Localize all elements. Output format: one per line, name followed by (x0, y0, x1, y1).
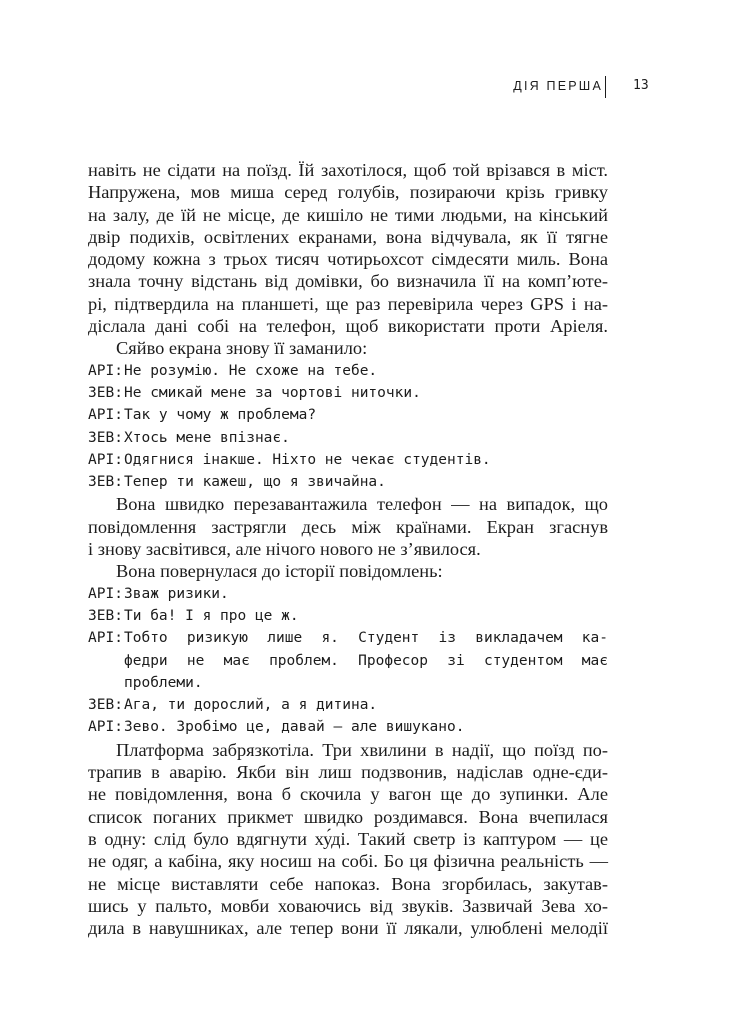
text-line: повідомлення застрягли десь між країнами. Екран згаснув (88, 516, 608, 537)
dialogue-speaker: АРІ: (88, 719, 123, 736)
dialogue-text: Ти ба! І я про це ж. (124, 607, 299, 624)
dialogue-text: проблеми. (124, 674, 203, 691)
dialogue-line (88, 605, 608, 627)
dialogue-line (88, 694, 608, 716)
dialogue-speaker: АРІ: (88, 451, 123, 468)
text-line: шись у пальто, мовби ховаючись від звуків. Зазвичай Зева хо- (88, 895, 608, 916)
dialogue-speaker: АРІ: (88, 630, 123, 647)
text-line: Напружена, мов миша серед голубів, позираючи крізь гривку (88, 182, 608, 203)
dialogue-line (88, 716, 608, 738)
dialogue-line (88, 583, 608, 605)
text-line: на залу, де їй не місце, де кишіло не тими людьми, на кінський (88, 204, 608, 225)
dialogue-text: Не розумію. Не схоже на тебе. (124, 362, 378, 379)
dialogue-speaker: ЗЕВ: (88, 607, 123, 624)
text-line: діслала дані собі на телефон, щоб використати проти Аріеля. (88, 316, 608, 337)
dialogue-line (88, 650, 608, 672)
dialogue-line (88, 672, 608, 694)
running-head (0, 78, 731, 98)
dialogue-speaker: ЗЕВ: (88, 384, 123, 401)
dialogue-text: Зваж ризики. (124, 585, 229, 602)
running-head-title: ДІЯ ПЕРША (513, 79, 603, 93)
dialogue-line (88, 627, 608, 649)
text-line: список поганих прикмет швидко роздимався. Вона вчепилася (88, 806, 608, 827)
dialogue-text: Зево. Зробімо це, давай — але вишукано. (124, 719, 465, 736)
dialogue-speaker: ЗЕВ: (88, 697, 123, 714)
text-line: дила в навушниках, але тепер вони її лякали, улюблені мелодії (88, 918, 608, 939)
text-line: не повідомлення, вона б скочила у вагон ще до зупинки. Але (88, 784, 608, 805)
page-number: 13 (633, 78, 649, 93)
text-line: Вона швидко перезавантажила телефон — на випадок, що (116, 494, 608, 515)
text-line: Платформа забрязкотіла. Три хвилини в надії, що поїзд по- (116, 739, 608, 760)
dialogue-text: Не смикай мене за чортові ниточки. (124, 384, 421, 401)
dialogue-speaker: АРІ: (88, 362, 123, 379)
dialogue-speaker: ЗЕВ: (88, 474, 123, 491)
dialogue-text: Так у чому ж проблема? (124, 407, 317, 424)
dialogue-line (88, 449, 608, 471)
text-line: додому кожна з трьох тисяч чотирьохсот сімдесяти миль. Вона (88, 249, 608, 270)
dialogue-line (88, 360, 608, 382)
text-line: двір подихів, освітлених екранами, вона відчувала, як її тягне (88, 226, 608, 247)
text-line: в одну: слід було вдягнути ху́ді. Такий светр із каптуром — це (88, 828, 608, 849)
text-line: Сяйво екрана знову її заманило: (116, 338, 368, 359)
dialogue-speaker: АРІ: (88, 585, 123, 602)
text-line: рі, підтвердила на планшеті, ще раз перевірила через GPS і на- (88, 293, 608, 314)
text-line: не місце виставляти себе напоказ. Вона згорбилась, закутав- (88, 873, 608, 894)
running-head-divider (605, 76, 606, 98)
dialogue-text: Хтось мене впізнає. (124, 429, 290, 446)
dialogue-line (88, 427, 608, 449)
dialogue-line (88, 382, 608, 404)
text-line: знала точну відстань від домівки, бо визначила її на комп’юте- (88, 271, 608, 292)
dialogue-text: Тобто ризикую лише я. Студент із викладачем ка- (124, 630, 608, 647)
text-line: трапив в аварію. Якби він лиш подзвонив, надіслав одне-єди- (88, 762, 608, 783)
dialogue-speaker: ЗЕВ: (88, 429, 123, 446)
text-line: Вона повернулася до історії повідомлень: (116, 561, 443, 582)
dialogue-speaker: АРІ: (88, 407, 123, 424)
text-line: не одяг, а кабіна, яку носиш на собі. Бо ця фізична реальність — (88, 851, 608, 872)
dialogue-line (88, 404, 608, 426)
text-line: і знову засвітився, але нічого нового не з’явилося. (88, 539, 481, 560)
dialogue-line (88, 471, 608, 493)
text-line: навіть не сідати на поїзд. Їй захотілося, щоб той врізався в міст. (88, 160, 608, 180)
dialogue-text: Одягнися інакше. Ніхто не чекає студентів. (124, 451, 491, 468)
body-text (88, 159, 608, 939)
dialogue-text: Тепер ти кажеш, що я звичайна. (124, 474, 386, 491)
dialogue-text: федри не має проблем. Професор зі студентом має (124, 652, 608, 669)
dialogue-text: Ага, ти дорослий, а я дитина. (124, 697, 378, 714)
